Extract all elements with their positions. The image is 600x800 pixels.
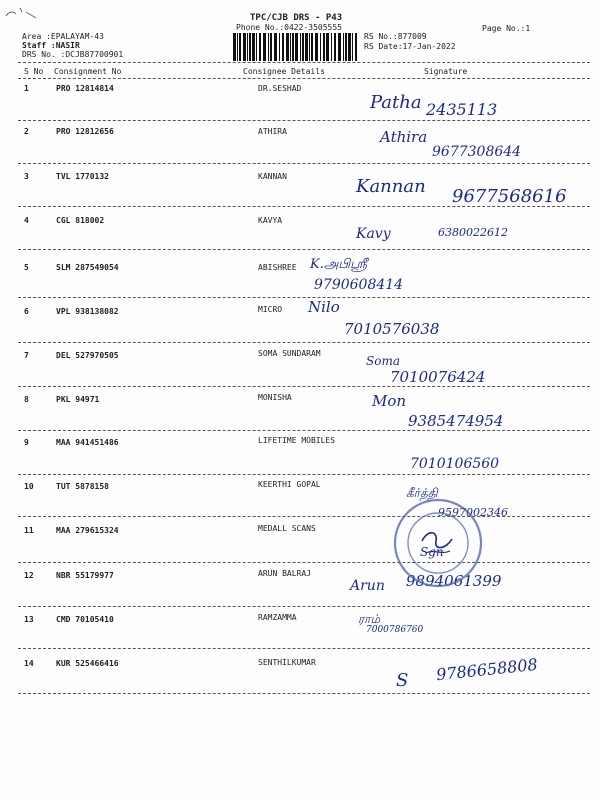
barcode-bar [320,33,321,61]
row-divider [18,297,590,298]
barcode-bar [323,33,325,61]
barcode-bar [274,33,277,61]
row-consignee: LIFETIME MOBILES [258,436,336,445]
col-header-consignee: Consignee Details [243,67,325,76]
row-consignee: ARUN BALRAJ [258,569,311,578]
barcode-bar [331,33,332,61]
row-divider [18,206,590,207]
barcode-bar [295,33,298,61]
handwritten-phone: 9786658808 [435,654,539,685]
barcode-bar [352,33,353,61]
row-consignee: SENTHILKUMAR [258,658,316,667]
handwritten-phone: 9894061399 [406,572,502,590]
row-consignment: PRO 12814814 [56,84,114,93]
row-consignment: CMD 70105410 [56,615,114,624]
row-divider [18,249,590,250]
row-consignment: MAA 279615324 [56,526,119,535]
signature-text: Mon [372,392,407,410]
row-sno: 9 [24,438,29,447]
row-divider [18,648,590,649]
col-header-signature: Signature [424,67,468,76]
signature-text: கீர்த்தி [406,486,438,500]
barcode-bar [311,33,313,61]
barcode-bar [243,33,246,61]
row-consignee: SOMA SUNDARAM [258,349,321,358]
row-consignment: TUT 5878158 [56,482,109,491]
row-consignee: MEDALL SCANS [258,524,316,533]
row-consignment: PRO 12812656 [56,127,114,136]
handwritten-phone: 6380022612 [438,226,508,239]
barcode-bar [282,33,284,61]
barcode-bar [270,33,272,61]
row-consignment: TVL 1770132 [56,172,109,181]
barcode-bar [237,33,238,61]
row-sno: 4 [24,216,29,225]
row-sno: 7 [24,351,29,360]
row-divider [18,516,590,517]
rs-number: RS No.:877009 [364,32,427,41]
signature-text: Arun [350,578,385,594]
handwritten-phone: 2435113 [426,100,498,119]
page-number: Page No.:1 [482,24,531,33]
barcode-bar [305,33,308,61]
handwritten-phone: 7010576038 [344,320,440,338]
col-header-consignment: Consignment No [54,67,122,76]
row-consignment: PKL 94971 [56,395,100,404]
barcode [232,33,358,61]
row-sno: 3 [24,172,29,181]
barcode-bar [334,33,336,61]
staff-label: Staff :NASIR [22,41,80,50]
barcode-bar [286,33,289,61]
barcode-bar [343,33,344,61]
barcode-bar [315,33,318,61]
signature-text: K.அபிஸ்ரீ [310,257,368,272]
row-sno: 8 [24,395,29,404]
handwritten-phone: 9790608414 [314,277,404,293]
row-sno: 12 [24,571,34,580]
signature-text: Sgn [420,545,444,559]
barcode-bar [290,33,291,61]
row-consignment: VPL 938138082 [56,307,119,316]
barcode-bar [302,33,304,61]
row-consignment: NBR 55179977 [56,571,114,580]
row-consignee: DR.SESHAD [258,84,302,93]
row-consignee: KEERTHI GOPAL [258,480,321,489]
row-consignee: RAMZAMMA [258,613,297,622]
barcode-bar [263,33,266,61]
row-consignment: MAA 941451486 [56,438,119,447]
header-divider-bottom [18,78,590,79]
row-divider [18,163,590,164]
signature-text: Kannan [356,176,426,197]
row-sno: 13 [24,615,34,624]
barcode-bar [309,33,310,61]
row-consignee: KANNAN [258,172,287,181]
barcode-bar [292,33,294,61]
barcode-bar [252,33,255,61]
drs-number: DRS No. :DCJB87700901 [22,50,124,59]
handwritten-phone: 7000786760 [366,625,424,635]
row-consignee: ABISHREE [258,263,297,272]
row-consignee: ATHIRA [258,127,287,136]
row-divider [18,562,590,563]
row-sno: 1 [24,84,29,93]
signature-text: Patha [370,92,422,113]
row-divider [18,120,590,121]
barcode-bar [259,33,261,61]
barcode-bar [355,33,357,61]
row-consignment: SLM 287549054 [56,263,119,272]
row-divider [18,386,590,387]
rs-date: RS Date:17-Jan-2022 [364,42,456,51]
report-title: TPC/CJB DRS - P43 [250,13,343,23]
signature-text: Nilo [308,298,340,316]
row-divider [18,342,590,343]
col-header-sno: S No [24,67,44,76]
phone-number: Phone No.:0422-3505555 [236,23,342,32]
barcode-bar [326,33,329,61]
row-consignee: KAVYA [258,216,283,225]
handwritten-phone: 9385474954 [408,412,504,430]
barcode-bar [345,33,347,61]
barcode-bar [249,33,251,61]
row-consignment: DEL 527970505 [56,351,119,360]
barcode-bar [233,33,236,61]
row-consignment: KUR 525466416 [56,659,119,668]
barcode-bar [247,33,248,61]
header-divider-top [18,62,590,63]
barcode-bar [348,33,351,61]
barcode-bar [338,33,341,61]
area-label: Area :EPALAYAM-43 [22,32,104,41]
row-divider [18,474,590,475]
barcode-bar [300,33,301,61]
barcode-bar [256,33,257,61]
barcode-bar [268,33,269,61]
signature-text: Athira [380,128,428,146]
row-sno: 6 [24,307,29,316]
handwritten-phone: 7010076424 [390,368,486,386]
signature-text: ராம் [358,612,381,626]
barcode-bar [239,33,241,61]
row-sno: 2 [24,127,29,136]
signature-text: S [396,670,409,691]
barcode-bar [279,33,280,61]
row-sno: 11 [24,526,34,535]
row-consignee: MONISHA [258,393,292,402]
corner-scribble [0,0,60,30]
signature-text: Soma [366,354,400,368]
row-consignment: CGL 818002 [56,216,105,225]
company-seal-stamp [392,497,484,589]
signature-text: Kavy [356,226,391,242]
row-sno: 10 [24,482,34,491]
row-divider [18,693,590,694]
handwritten-phone: 7010106560 [410,456,500,472]
row-divider [18,606,590,607]
row-divider [18,430,590,431]
row-sno: 14 [24,659,34,668]
handwritten-phone: 9597002346 [438,506,508,519]
handwritten-phone: 9677308644 [432,144,522,160]
handwritten-phone: 9677568616 [452,186,567,207]
row-sno: 5 [24,263,29,272]
row-consignee: MICRO [258,305,283,314]
